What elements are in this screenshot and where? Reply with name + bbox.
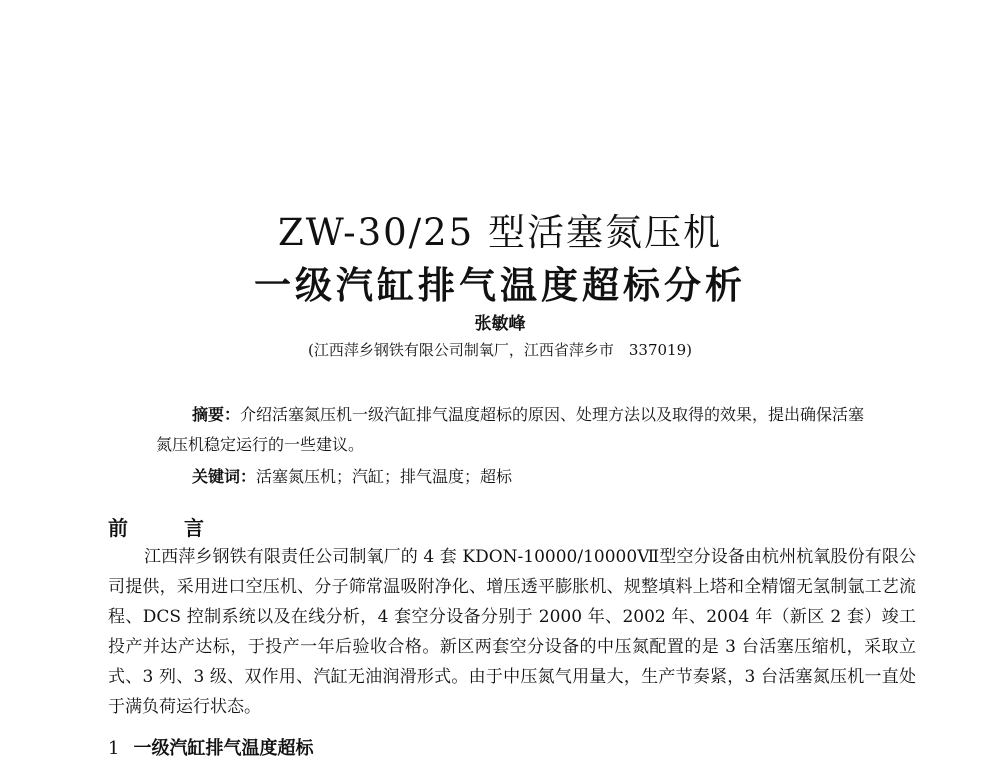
title-line-2: 一级汽缸排气温度超标分析	[254, 262, 746, 307]
section-heading-preface: 前 言	[108, 516, 222, 540]
keywords	[192, 464, 512, 487]
author-affiliation: (江西萍乡钢铁有限公司制氧厂，江西省萍乡市 337019)	[308, 341, 692, 359]
abstract-text: 介绍活塞氮压机一级汽缸排气温度超标的原因、处理方法以及取得的效果，提出确保活塞氮压机稳定运行的一些建议。	[156, 405, 865, 454]
subsection-number: 1	[108, 738, 120, 759]
keywords-text: 活塞氮压机；汽缸；排气温度；超标	[256, 467, 513, 486]
subsection-title: 一级汽缸排气温度超标	[133, 738, 314, 759]
author-name: 张敏峰	[474, 314, 526, 334]
subsection-heading	[108, 734, 313, 760]
abstract-label: 摘要：	[192, 405, 241, 424]
title-line-1: ZW-30/25 型活塞氮压机	[278, 210, 722, 254]
keywords-label: 关键词：	[192, 467, 257, 486]
abstract	[156, 400, 876, 460]
body-paragraph: 江西萍乡钢铁有限责任公司制氧厂的 4 套 KDON-10000/10000Ⅶ型空分设备由杭州杭氧股份有限公司提供，采用进口空压机、分子筛常温吸附净化、增压透平膨胀机、规整填料上塔和全精馏无氢制氩工艺流程、DCS 控制系统以及在线分析，4 套空分设备分别于 2000 年、2002 年、2004 年（新区 2 套）竣工投产并达产达标，于投产一年后验收合格。新区两套空分设备的中压氮配置的是 3 台活塞压缩机，采取立式、3 列、3 级、双作用、汽缸无油润滑形式。由于中压氮气用量大，生产节奏紧，3 台活塞氮压机一直处于满负荷运行状态。	[108, 547, 916, 717]
